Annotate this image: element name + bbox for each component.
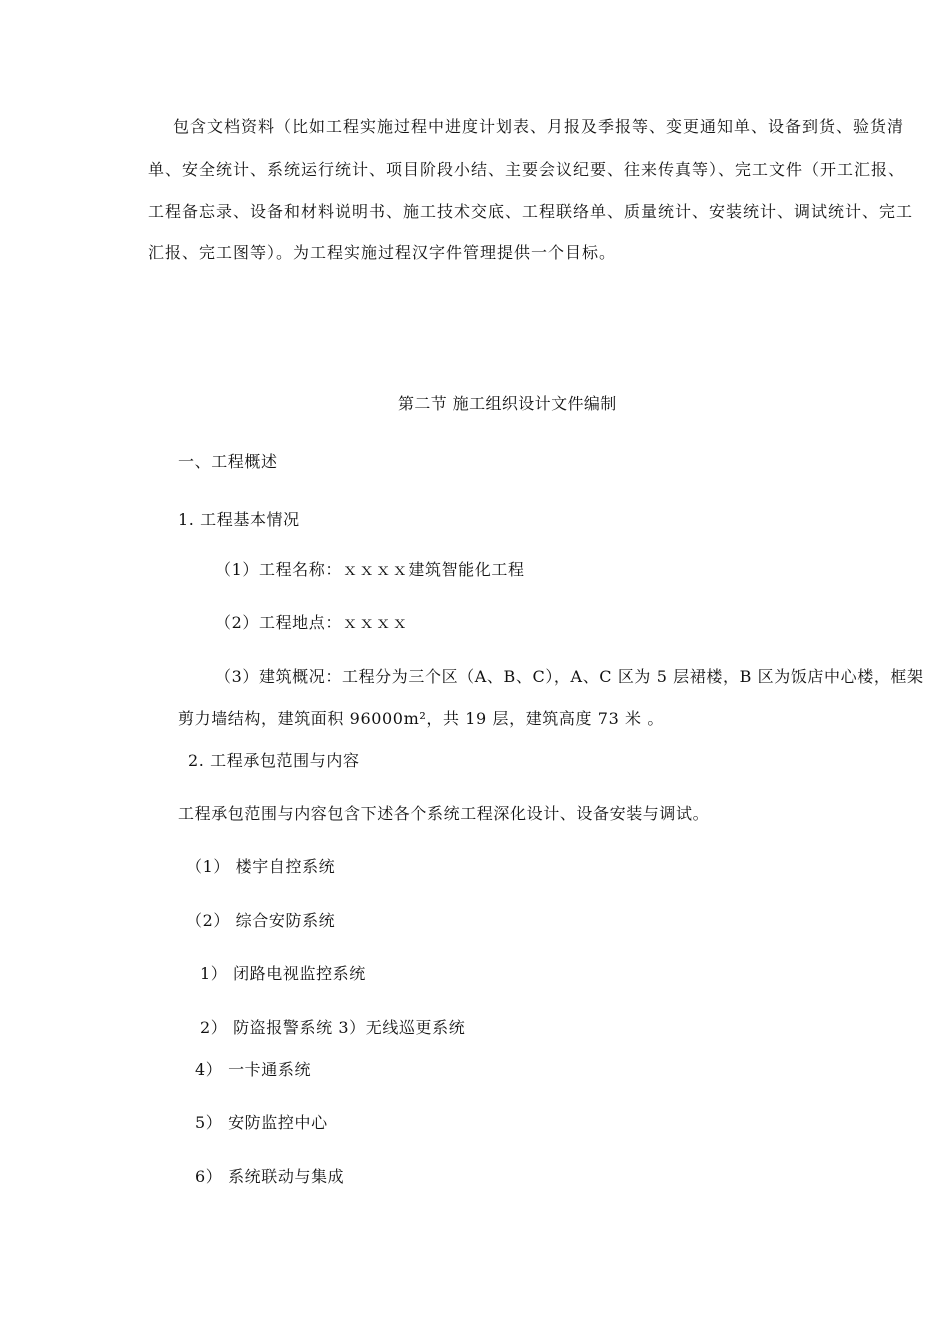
heading-project-overview: 一、工程概述 <box>178 452 278 471</box>
subheading-basic-info: 1. 工程基本情况 <box>178 510 300 529</box>
item-project-name: （1）工程名称：ｘｘｘｘ建筑智能化工程 <box>215 560 525 579</box>
intro-line-2: 单、安全统计、系统运行统计、项目阶段小结、主要会议纪要、往来传真等）、完工文件（开工汇报、 <box>148 160 906 179</box>
item-building-overview-cont: 剪力墙结构，建筑面积 96000m²，共 19 层，建筑高度 73 米 。 <box>178 709 664 728</box>
intro-line-4: 汇报、完工图等）。为工程实施过程汉字件管理提供一个目标。 <box>148 243 617 262</box>
system-building-automation: （1） 楼宇自控系统 <box>186 857 336 876</box>
subsystem-monitor-center: 5） 安防监控中心 <box>195 1113 328 1132</box>
system-security: （2） 综合安防系统 <box>186 911 336 930</box>
subsystem-card: 4） 一卡通系统 <box>195 1060 312 1079</box>
item-building-overview: （3）建筑概况：工程分为三个区（A、B、C），A、C 区为 5 层裙楼，B 区为饭店中心楼，框架 <box>215 667 924 686</box>
section-title: 第二节 施工组织设计文件编制 <box>398 394 617 413</box>
subsystem-alarm-patrol: 2） 防盗报警系统 3）无线巡更系统 <box>200 1018 466 1037</box>
subheading-scope: 2. 工程承包范围与内容 <box>188 751 360 770</box>
subsystem-integration: 6） 系统联动与集成 <box>195 1167 345 1186</box>
subsystem-cctv: 1） 闭路电视监控系统 <box>200 964 366 983</box>
intro-line-1: 包含文档资料（比如工程实施过程中进度计划表、月报及季报等、变更通知单、设备到货、验货清 <box>173 117 905 136</box>
item-project-location: （2）工程地点：ｘｘｘｘ <box>215 613 409 632</box>
scope-text: 工程承包范围与内容包含下述各个系统工程深化设计、设备安装与调试。 <box>178 804 710 823</box>
intro-line-3: 工程备忘录、设备和材料说明书、施工技术交底、工程联络单、质量统计、安装统计、调试统计、完工 <box>148 202 914 221</box>
